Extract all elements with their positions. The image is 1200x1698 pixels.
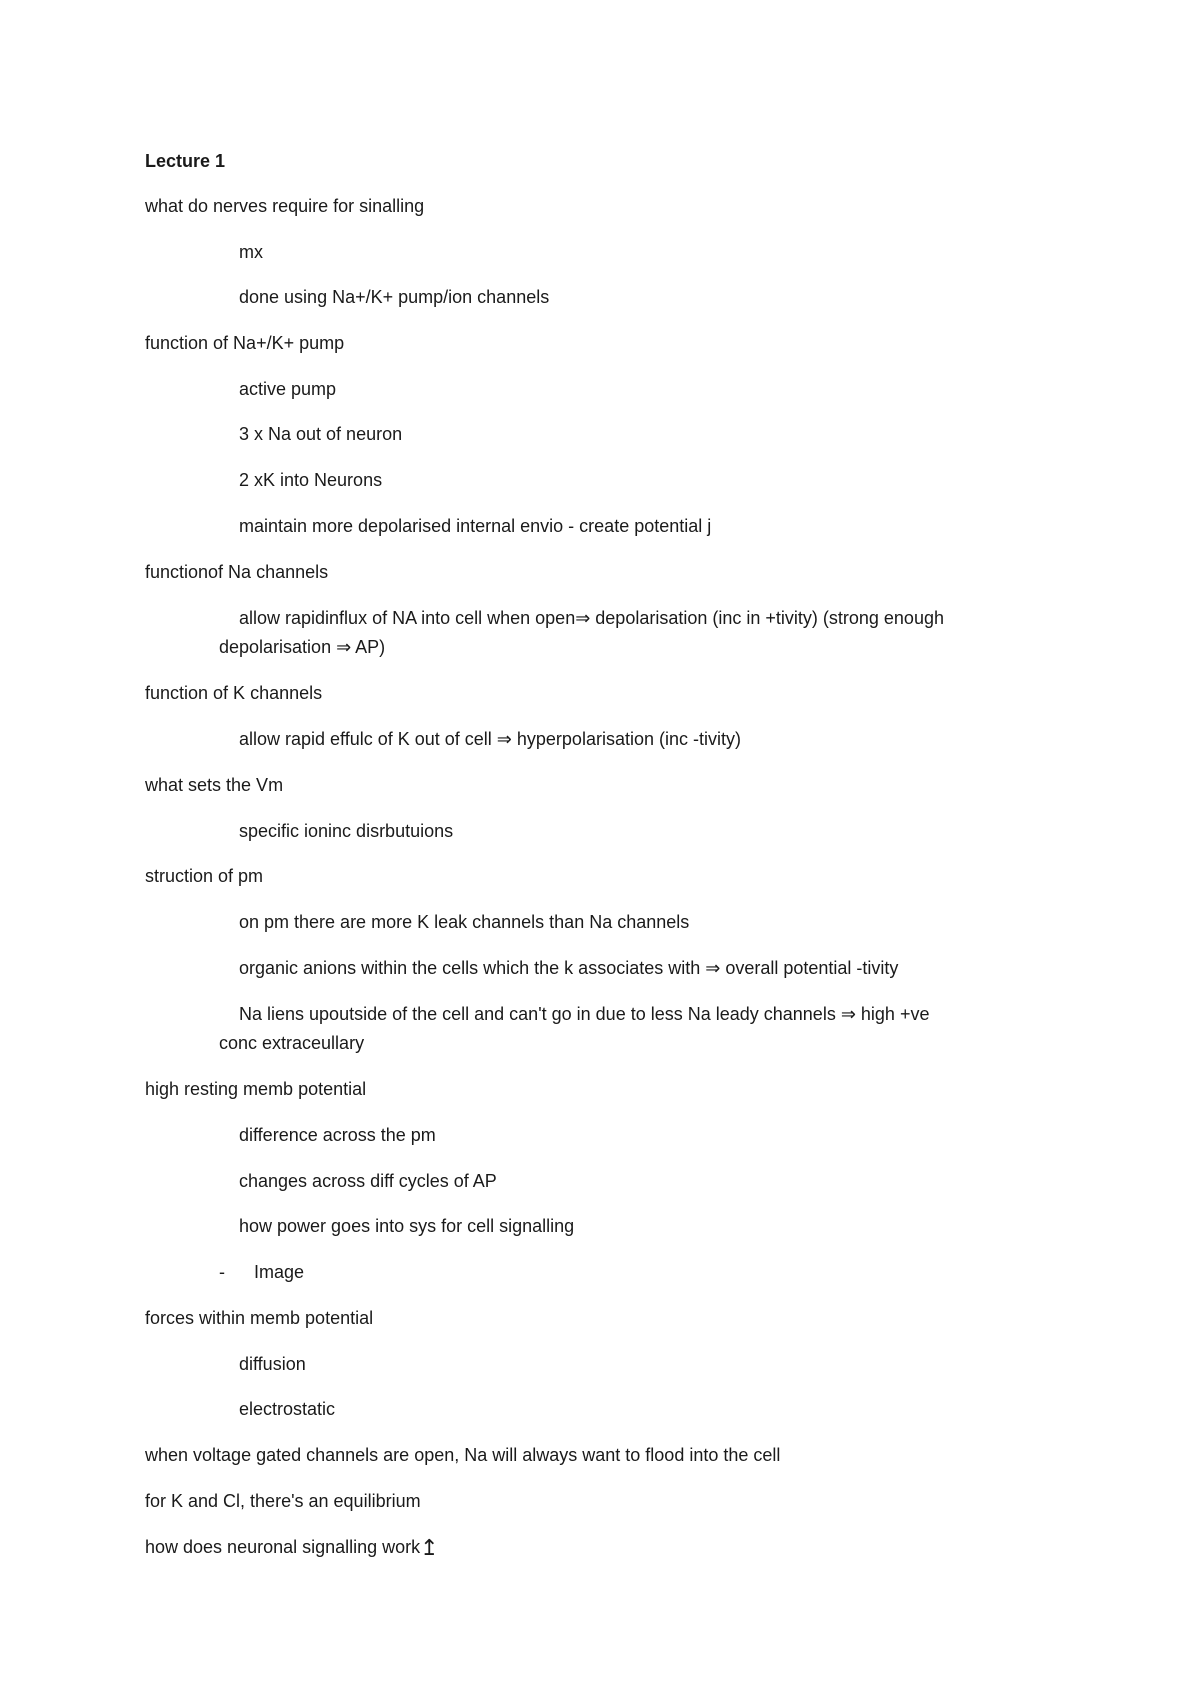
list-item: changes across diff cycles of AP [239,1171,497,1191]
list-item: diffusion [239,1354,306,1374]
list-item: how power goes into sys for cell signalling [239,1216,575,1236]
list-item: maintain more depolarised internal envio - create potential j [239,516,712,536]
list-item: specific ioninc disrbutuions [239,821,454,841]
section-heading: struction of pm [145,866,264,886]
list-item: allow rapid effulc of K out of cell ⇒ hyperpolarisation (inc -tivity) [239,729,741,749]
body-line-with-icon [145,1535,439,1561]
section-heading: what sets the Vm [145,775,284,795]
body-line: for K and Cl, there's an equilibrium [145,1491,421,1511]
list-item-continuation: depolarisation ⇒ AP) [219,637,386,657]
bullet-marker: - [219,1262,225,1282]
body-line-text: how does neuronal signalling work [145,1537,421,1557]
section-heading: function of Na+/K+ pump [145,333,345,353]
list-item: 3 x Na out of neuron [239,424,403,444]
list-item: on pm there are more K leak channels than Na channels [239,912,690,932]
section-heading: what do nerves require for sinalling [145,196,425,216]
list-item: difference across the pm [239,1125,436,1145]
document-title: Lecture 1 [145,151,226,171]
bullet-item: Image [254,1262,305,1282]
list-item: allow rapidinflux of NA into cell when open⇒ depolarisation (inc in +tivity) (strong enough [239,608,944,628]
section-heading: high resting memb potential [145,1079,367,1099]
list-item: Na liens upoutside of the cell and can't go in due to less Na leady channels ⇒ high +ve [239,1004,930,1024]
list-item: active pump [239,379,337,399]
list-item: 2 xK into Neurons [239,470,383,490]
list-item-continuation: conc extraceullary [219,1033,365,1053]
body-line: when voltage gated channels are open, Na will always want to flood into the cell [145,1445,781,1465]
section-heading: function of K channels [145,683,323,703]
section-heading: functionof Na channels [145,562,329,582]
list-item: done using Na+/K+ pump/ion channels [239,287,550,307]
up-down-arrow-icon: ↥ [420,1535,439,1561]
list-item: organic anions within the cells which the k associates with ⇒ overall potential -tivity [239,958,899,978]
list-item: electrostatic [239,1399,336,1419]
list-item: mx [239,242,263,262]
section-heading: forces within memb potential [145,1308,374,1328]
